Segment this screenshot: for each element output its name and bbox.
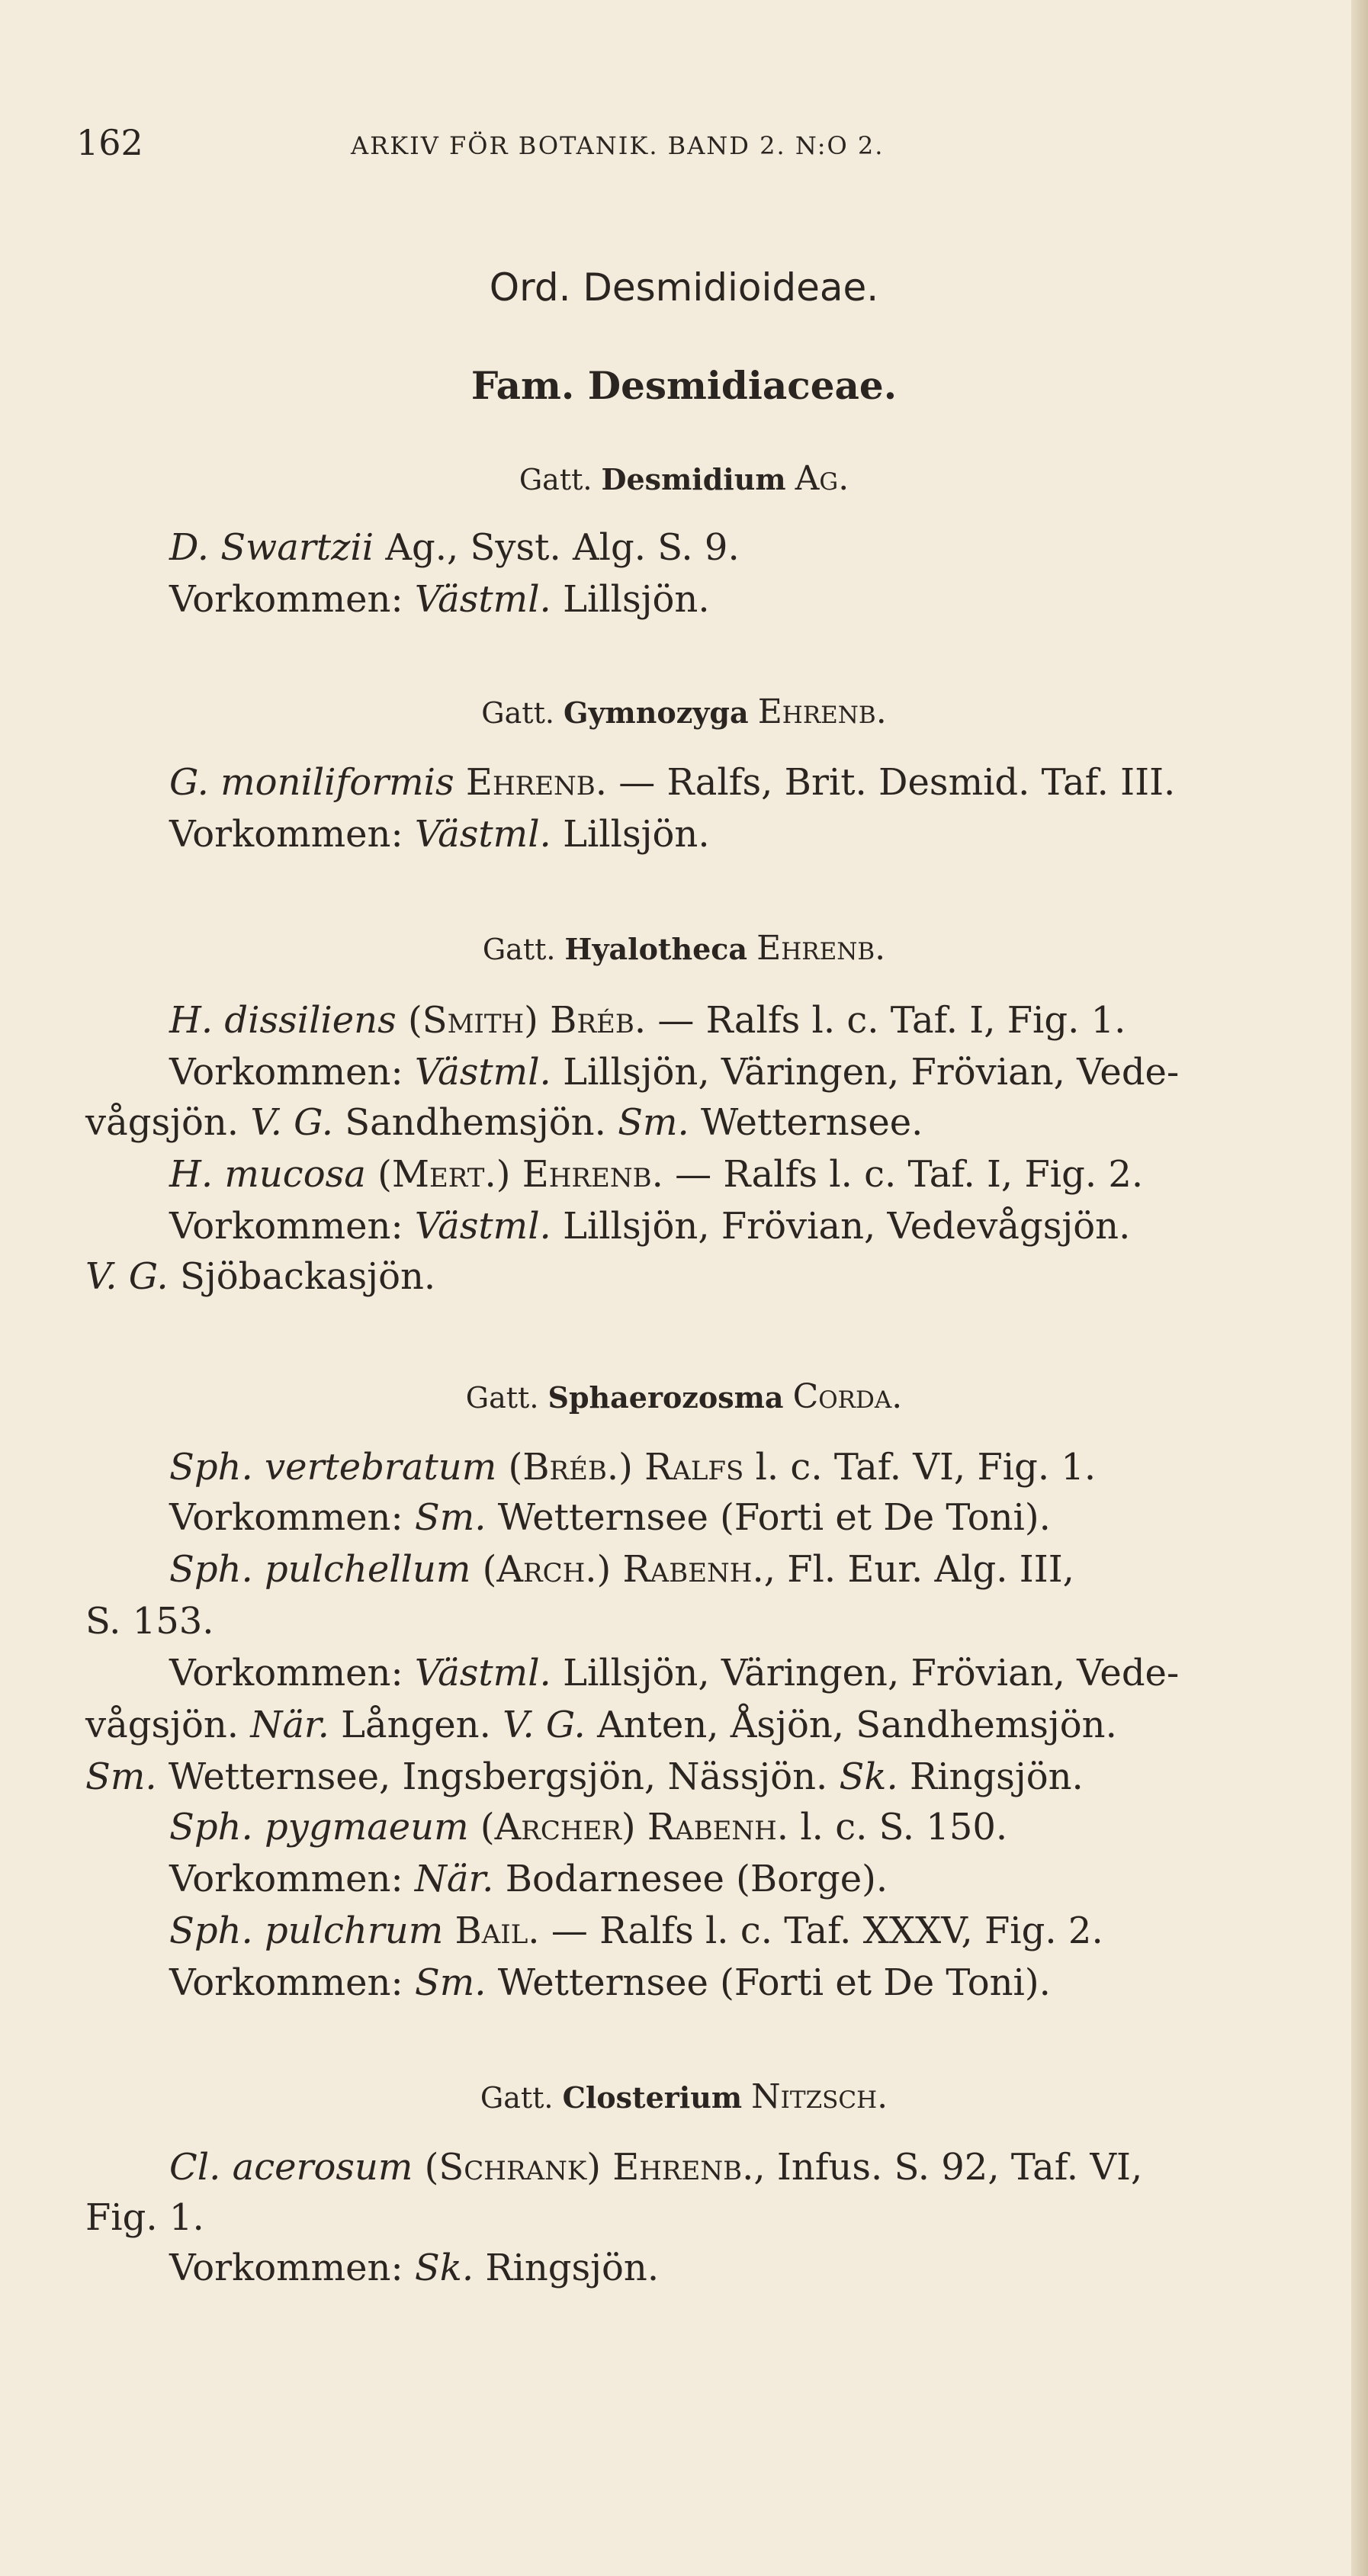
occurrence-line: Vorkommen: Västml. Lillsjön, Väringen, Frövian, Vede- <box>169 1051 1180 1094</box>
occurrence-line: Vorkommen: Västml. Lillsjön, Väringen, Frövian, Vede- <box>169 1652 1180 1694</box>
occurrence-line: vågsjön. När. Lången. V. G. Anten, Åsjön, Sandhemsjön. <box>85 1704 1117 1746</box>
occurrence-line: Vorkommen: Sk. Ringsjön. <box>169 2247 660 2289</box>
species-entry: H. dissiliens (Smith) Bréb. — Ralfs l. c. Taf. I, Fig. 1. <box>169 999 1126 1042</box>
occurrence-line: Vorkommen: Västml. Lillsjön. <box>169 578 710 621</box>
species-entry-cont: Fig. 1. <box>85 2196 204 2239</box>
genus-heading-closterium: Gatt. Closterium Nitzsch. <box>480 2077 888 2116</box>
occurrence-line: Vorkommen: Västml. Lillsjön. <box>169 813 710 856</box>
species-entry: Sph. pulchellum (Arch.) Rabenh., Fl. Eur. Alg. III, <box>169 1548 1074 1591</box>
occurrence-line: Sm. Wetternsee, Ingsbergsjön, Nässjön. Sk. Ringsjön. <box>85 1755 1084 1798</box>
species-entry: Sph. vertebratum (Bréb.) Ralfs l. c. Taf. VI, Fig. 1. <box>169 1446 1097 1489</box>
occurrence-line: Vorkommen: Sm. Wetternsee (Forti et De Toni). <box>169 1496 1051 1539</box>
species-entry: H. mucosa (Mert.) Ehrenb. — Ralfs l. c. Taf. I, Fig. 2. <box>169 1153 1144 1196</box>
species-entry: Sph. pulchrum Bail. — Ralfs l. c. Taf. XXXV, Fig. 2. <box>169 1910 1103 1952</box>
species-entry: D. Swartzii Ag., Syst. Alg. S. 9. <box>169 526 740 569</box>
occurrence-line: vågsjön. V. G. Sandhemsjön. Sm. Wetternsee. <box>85 1101 923 1144</box>
occurrence-line: V. G. Sjöbackasjön. <box>85 1255 436 1298</box>
genus-heading-hyalotheca: Gatt. Hyalotheca Ehrenb. <box>482 929 886 968</box>
order-heading: Ord. Desmidioideae. <box>489 265 879 310</box>
species-entry-cont: S. 153. <box>85 1600 214 1643</box>
family-heading: Fam. Desmidiaceae. <box>470 363 898 408</box>
genus-heading-sphaerozosma: Gatt. Sphaerozosma Corda. <box>465 1377 903 1416</box>
species-entry: Sph. pygmaeum (Archer) Rabenh. l. c. S. 150. <box>169 1806 1008 1848</box>
occurrence-line: Vorkommen: Sm. Wetternsee (Forti et De Toni). <box>169 1961 1051 2004</box>
running-header <box>76 122 1312 168</box>
species-entry: G. moniliformis Ehrenb. — Ralfs, Brit. Desmid. Taf. III. <box>169 761 1176 804</box>
occurrence-line: Vorkommen: När. Bodarnesee (Borge). <box>169 1858 888 1900</box>
species-entry: Cl. acerosum (Schrank) Ehrenb., Infus. S. 92, Taf. VI, <box>169 2146 1143 2189</box>
page-number: 162 <box>76 122 143 163</box>
genus-heading-desmidium: Gatt. Desmidium Ag. <box>519 459 849 498</box>
occurrence-line: Vorkommen: Västml. Lillsjön, Frövian, Vedevågsjön. <box>169 1205 1131 1248</box>
genus-heading-gymnozyga: Gatt. Gymnozyga Ehrenb. <box>481 692 887 731</box>
running-title: ARKIV FÖR BOTANIK. BAND 2. N:O 2. <box>351 131 885 160</box>
